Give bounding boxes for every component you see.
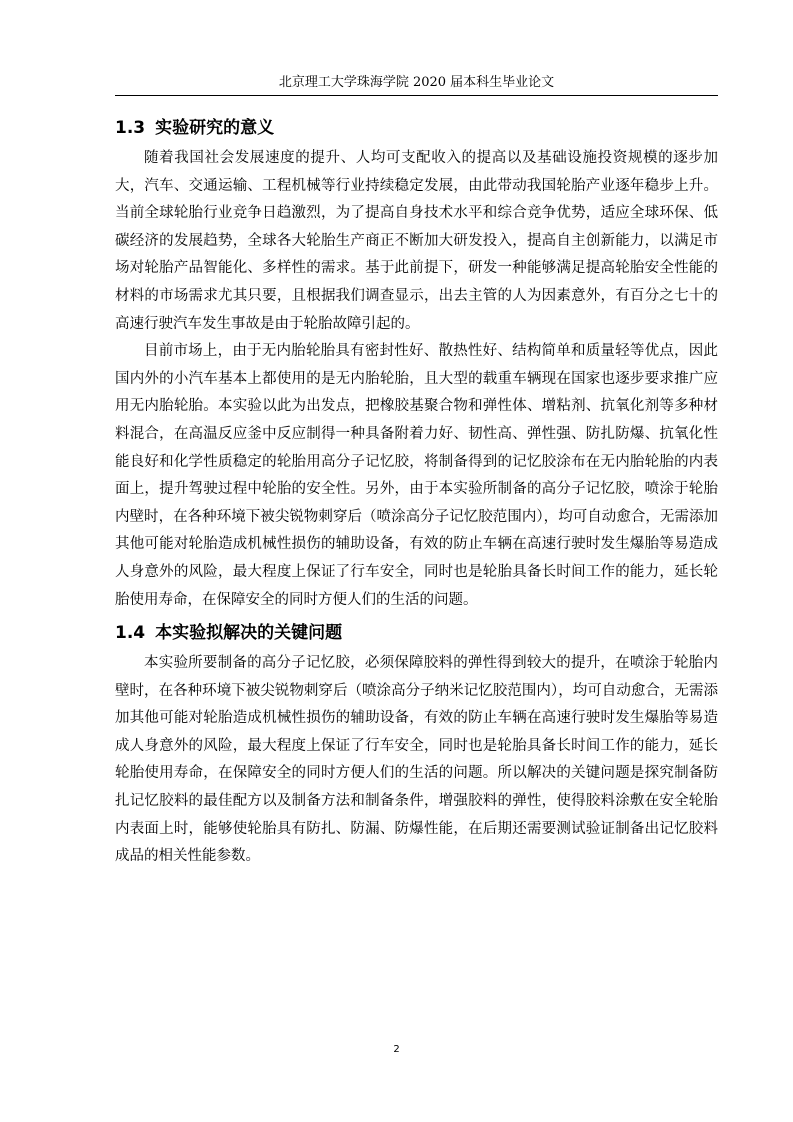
section-title: 本实验拟解决的关键问题 <box>155 623 343 644</box>
section-number: 1.4 <box>115 623 146 644</box>
page-body <box>115 116 718 871</box>
page-number: 2 <box>393 1044 400 1055</box>
header-rule <box>115 95 718 96</box>
paragraph: 目前市场上，由于无内胎轮胎具有密封性好、散热性好、结构简单和质量轻等优点，因此国内外的小汽车基本上都使用的是无内胎轮胎，且大型的载重车辆现在国家也逐步要求推广应用无内胎轮胎。本实验以此为出发点，把橡胶基聚合物和弹性体、增粘剂、抗氧化剂等多种材料混合，在高温反应釜中反应制得一种具备附着力好、韧性高、弹性强、防扎防爆、抗氧化性能良好和化学性质稳定的轮胎用高分子记忆胶，将制备得到的记忆胶涂布在无内胎轮胎的内表面上，提升驾驶过程中轮胎的安全性。另外，由于本实验所制备的高分子记忆胶，喷涂于轮胎内壁时，在各种环境下被尖锐物刺穿后（喷涂高分子记忆胶范围内），均可自动愈合，无需添加其他可能对轮胎造成机械性损伤的辅助设备，有效的防止车辆在高速行驶时发生爆胎等易造成人身意外的风险，最大程度上保证了行车安全，同时也是轮胎具备长时间工作的能力，延长轮胎使用寿命，在保障安全的同时方便人们的生活的问题。 <box>115 343 718 608</box>
section-heading-1-4 <box>115 621 718 645</box>
section-number: 1.3 <box>115 118 146 138</box>
paragraph: 本实验所要制备的高分子记忆胶，必须保障胶料的弹性得到较大的提升，在喷涂于轮胎内壁时，在各种环境下被尖锐物刺穿后（喷涂高分子纳米记忆胶范围内），均可自动愈合，无需添加其他可能对轮胎造成机械性损伤的辅助设备，有效的防止车辆在高速行驶时发生爆胎等易造成人身意外的风险，最大程度上保证了行车安全，同时也是轮胎具备长时间工作的能力，延长轮胎使用寿命，在保障安全的同时方便人们的生活的问题。所以解决的关键问题是探究制备防扎记忆胶料的最佳配方以及制备方法和制备条件，增强胶料的弹性，使得胶料涂敷在安全轮胎内表面上时，能够使轮胎具有防扎、防漏、防爆性能，在后期还需要测试验证制备出记忆胶料成品的相关性能参数。 <box>115 655 718 865</box>
section-heading-1-3 <box>115 116 718 140</box>
running-header: 北京理工大学珠海学院 2020 届本科生毕业论文 <box>278 75 555 90</box>
section-spacer <box>115 614 718 621</box>
section-title: 实验研究的意义 <box>155 118 275 138</box>
paragraph: 随着我国社会发展速度的提升、人均可支配收入的提高以及基础设施投资规模的逐步加大，汽车、交通运输、工程机械等行业持续稳定发展，由此带动我国轮胎产业逐年稳步上升。当前全球轮胎行业竞争日趋激烈，为了提高自身技术水平和综合竞争优势，适应全球环保、低碳经济的发展趋势，全球各大轮胎生产商正不断加大研发投入，提高自主创新能力，以满足市场对轮胎产品智能化、多样性的需求。基于此前提下，研发一种能够满足提高轮胎安全性能的材料的市场需求尤其只要，且根据我们调查显示，出去主管的人为因素意外，有百分之七十的高速行驶汽车发生事故是由于轮胎故障引起的。 <box>115 150 718 332</box>
